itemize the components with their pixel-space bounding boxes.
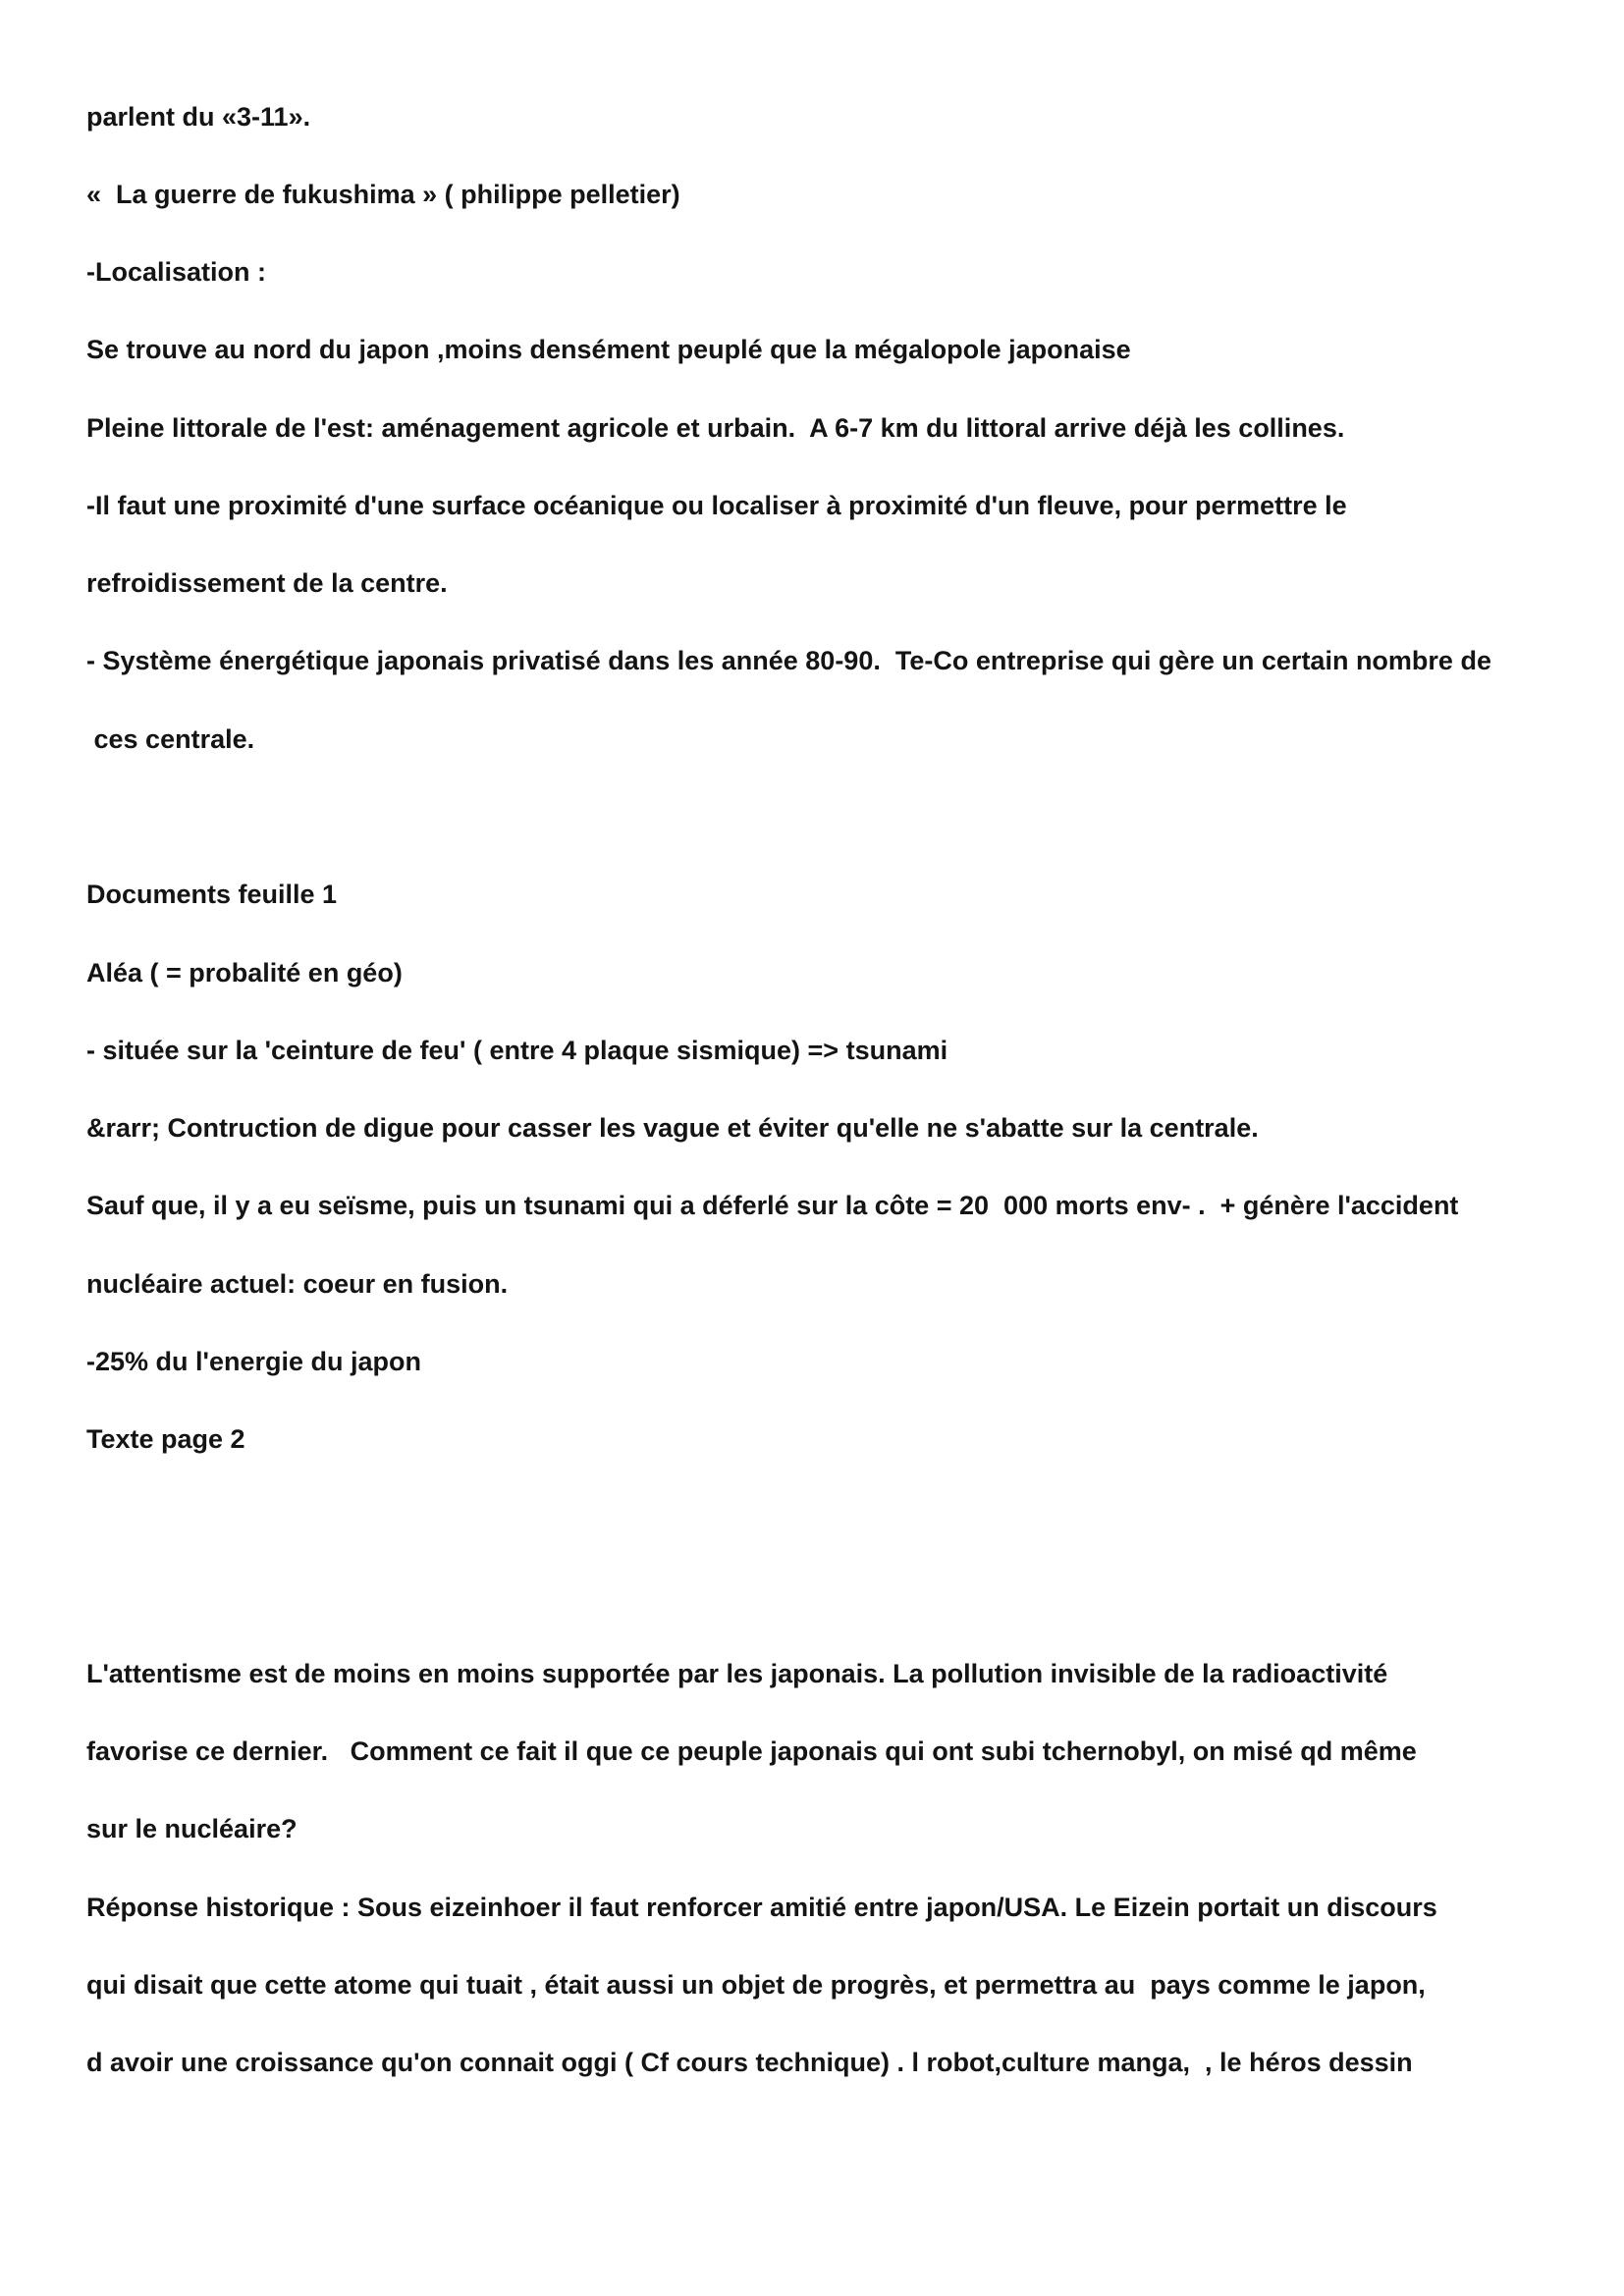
- text-line: nucléaire actuel: coeur en fusion.: [86, 1269, 509, 1299]
- section-heading-texte: Texte page 2: [86, 1424, 245, 1454]
- text-line: ces centrale.: [86, 724, 255, 754]
- text-line: « La guerre de fukushima » ( philippe pelletier): [86, 180, 680, 209]
- text-line: Se trouve au nord du japon ,moins densément peuplé que la mégalopole japonaise: [86, 335, 1131, 364]
- text-line: Sauf que, il y a eu seïsme, puis un tsunami qui a déferlé sur la côte = 20 000 morts env- . + génère l'accident: [86, 1191, 1459, 1220]
- text-line: Réponse historique : Sous eizeinhoer il faut renforcer amitié entre japon/USA. Le Eizein portait un discours: [86, 1893, 1437, 1922]
- text-line: -25% du l'energie du japon: [86, 1347, 421, 1376]
- text-line: -Il faut une proximité d'une surface océanique ou localiser à proximité d'un fleuve, pour permettre le: [86, 491, 1347, 520]
- text-line: Aléa ( = probalité en géo): [86, 958, 403, 988]
- text-line: L'attentisme est de moins en moins supportée par les japonais. La pollution invisible de la radioactivité: [86, 1659, 1388, 1688]
- text-line: favorise ce dernier. Comment ce fait il que ce peuple japonais qui ont subi tchernobyl, on misé qd même: [86, 1736, 1417, 1766]
- section-heading-localisation: -Localisation :: [86, 257, 267, 287]
- text-line: &rarr; Contruction de digue pour casser les vague et éviter qu'elle ne s'abatte sur la centrale.: [86, 1113, 1259, 1143]
- text-line: - Système énergétique japonais privatisé dans les année 80-90. Te-Co entreprise qui gère un certain nombre de: [86, 646, 1491, 675]
- text-line: - située sur la 'ceinture de feu' ( entre 4 plaque sismique) => tsunami: [86, 1036, 948, 1065]
- text-line: qui disait que cette atome qui tuait , était aussi un objet de progrès, et permettra au pays comme le japon,: [86, 1970, 1426, 2000]
- section-heading-documents: Documents feuille 1: [86, 880, 338, 909]
- text-line: refroidissement de la centre.: [86, 568, 448, 598]
- text-line: d avoir une croissance qu'on connait oggi ( Cf cours technique) . l robot,culture manga, , le héros dessin: [86, 2048, 1413, 2077]
- text-line: parlent du «3-11».: [86, 102, 311, 132]
- text-line: Pleine littorale de l'est: aménagement agricole et urbain. A 6-7 km du littoral arrive déjà les collines.: [86, 413, 1345, 443]
- text-line: sur le nucléaire?: [86, 1814, 298, 1843]
